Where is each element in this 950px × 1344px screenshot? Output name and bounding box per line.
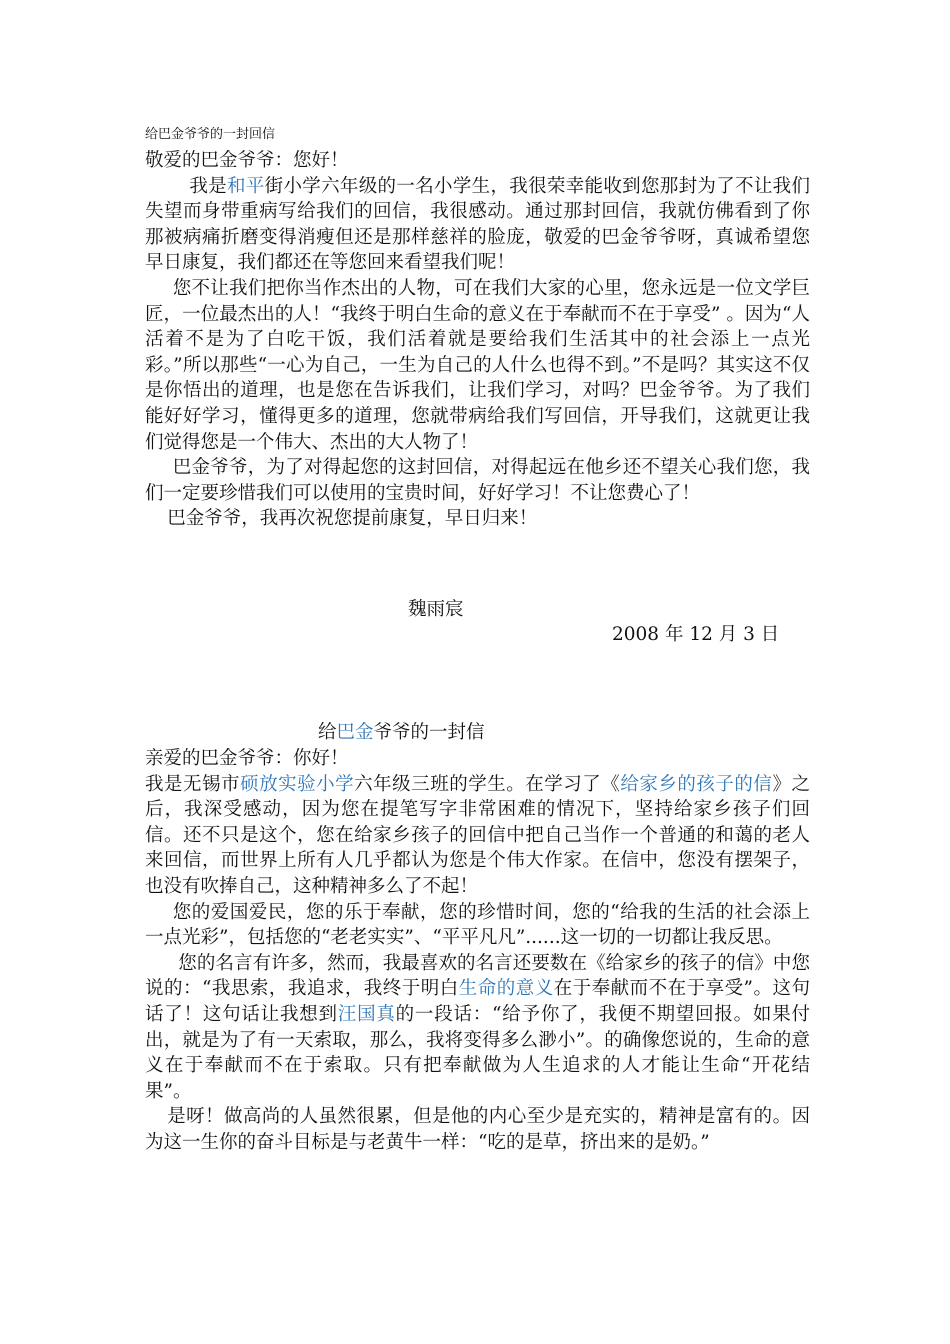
letter1-title: 给巴金爷爷的一封回信 (145, 127, 276, 142)
hyperlink-wang-guozhen[interactable]: 汪国真 (337, 1003, 396, 1025)
hyperlink-school[interactable]: 硕放实验小学 (240, 773, 355, 795)
letter2-title (318, 720, 485, 746)
letter1-paragraph-1 (145, 174, 810, 276)
letter1-date: 2008 年 12 月 3 日 (612, 624, 780, 645)
letter1-paragraph-4: 巴金爷爷，我再次祝您提前康复，早日归来！ (167, 508, 538, 530)
hyperlink-heping[interactable]: 和平 (227, 175, 265, 197)
text-run: 给 (318, 722, 337, 743)
text-run: 街小学六年级的一名小学生，我很荣幸能收到您那封为了不让我们失望而身带重病写给我们的回信，我很感动。通过那封回信，我就仿佛看到了你那被病痛折磨变得消瘦但还是那样慈祥的脸庞，敬爱的巴金爷爷呀，真诚希望您早日康复，我们都还在等您回来看望我们呢！ (145, 175, 810, 274)
text-run: 六年级三班的学生。在学习了《 (354, 773, 621, 795)
text-run: 我是无锡市 (145, 773, 241, 795)
hyperlink-book[interactable]: 给家乡的孩子的信 (620, 773, 773, 795)
letter1-salutation: 敬爱的巴金爷爷：您好！ (145, 150, 349, 171)
text-run: 我是 (189, 175, 228, 197)
text-run: 在于奉献而不在于享受”。这句话了！这句话让我想到 (145, 978, 810, 1025)
letter1-paragraph-3: 巴金爷爷，为了对得起您的这封回信，对得起远在他乡还不望关心我们您，我们一定要珍惜我们可以使用的宝贵时间，好好学习！不让您费心了！ (145, 457, 810, 504)
hyperlink-bajin[interactable]: 巴金 (336, 722, 374, 743)
letter2-body (145, 746, 810, 1156)
letter1-paragraph-2: 您不让我们把你当作杰出的人物，可在我们大家的心里，您永远是一位文学巨匠，一位最杰出的人！“我终于明白生命的意义在于奉献而不在于享受” 。因为“人活着不是为了白吃干饭，我们活着就是要给我们生活其中的社会添上一点光彩。”所以那些“一心为自己，一生为自己的人什么也得不到。”不是吗？其实这不仅是你悟出的道理，也是您在告诉我们，让我们学习，对吗？巴金爷爷。为了我们能好好学习，懂得更多的道理，您就带病给我们写回信，开导我们，这就更让我们觉得您是一个伟大、杰出的大人物了！ (145, 277, 810, 453)
hyperlink-meaning-of-life[interactable]: 生命的意义 (458, 978, 554, 1000)
letter2-paragraph-1 (145, 772, 810, 900)
letter1-body (145, 148, 810, 532)
letter2-paragraph-2: 您的爱国爱民，您的乐于奉献，您的珍惜时间，您的“给我的生活的社会添上一点光彩”，包括您的“老老实实”、“平平凡凡”......这一切的一切都让我反思。 (145, 901, 810, 949)
text-run: 您的名言有许多，然而，我最喜欢的名言还要数在《给家乡的孩子的信》中您说的：“我思索，我追求，我终于明白 (145, 952, 810, 1000)
text-run: 的一段话：“给予你了，我便不期望回报。如果付出，就是为了有一天索取，那么，我将变得多么渺小”。的确像您说的，生命的意义在于奉献而不在于索取。只有把奉献做为人生追求的人才能让生命“开花结果”。 (145, 1003, 810, 1102)
letter2-salutation: 亲爱的巴金爷爷：你好！ (145, 748, 349, 769)
text-run: 》之后，我深受感动，因为您在提笔写字非常困难的情况下，坚持给家乡孩子们回信。还不只是这个，您在给家乡孩子的回信中把自己当作一个普通的和蔼的老人来回信，而世界上所有人几乎都认为您是个伟大作家。在信中，您没有摆架子，也没有吹捧自己，这种精神多么了不起！ (145, 773, 810, 897)
letter1-signature: 魏雨宸 (408, 599, 464, 620)
letter2-paragraph-4: 是呀！做高尚的人虽然很累，但是他的内心至少是充实的，精神是富有的。因为这一生你的奋斗目标是与老黄牛一样：“吃的是草，挤出来的是奶。” (145, 1106, 810, 1153)
letter2-paragraph-3 (145, 951, 810, 1105)
text-run: 爷爷的一封信 (373, 722, 485, 743)
